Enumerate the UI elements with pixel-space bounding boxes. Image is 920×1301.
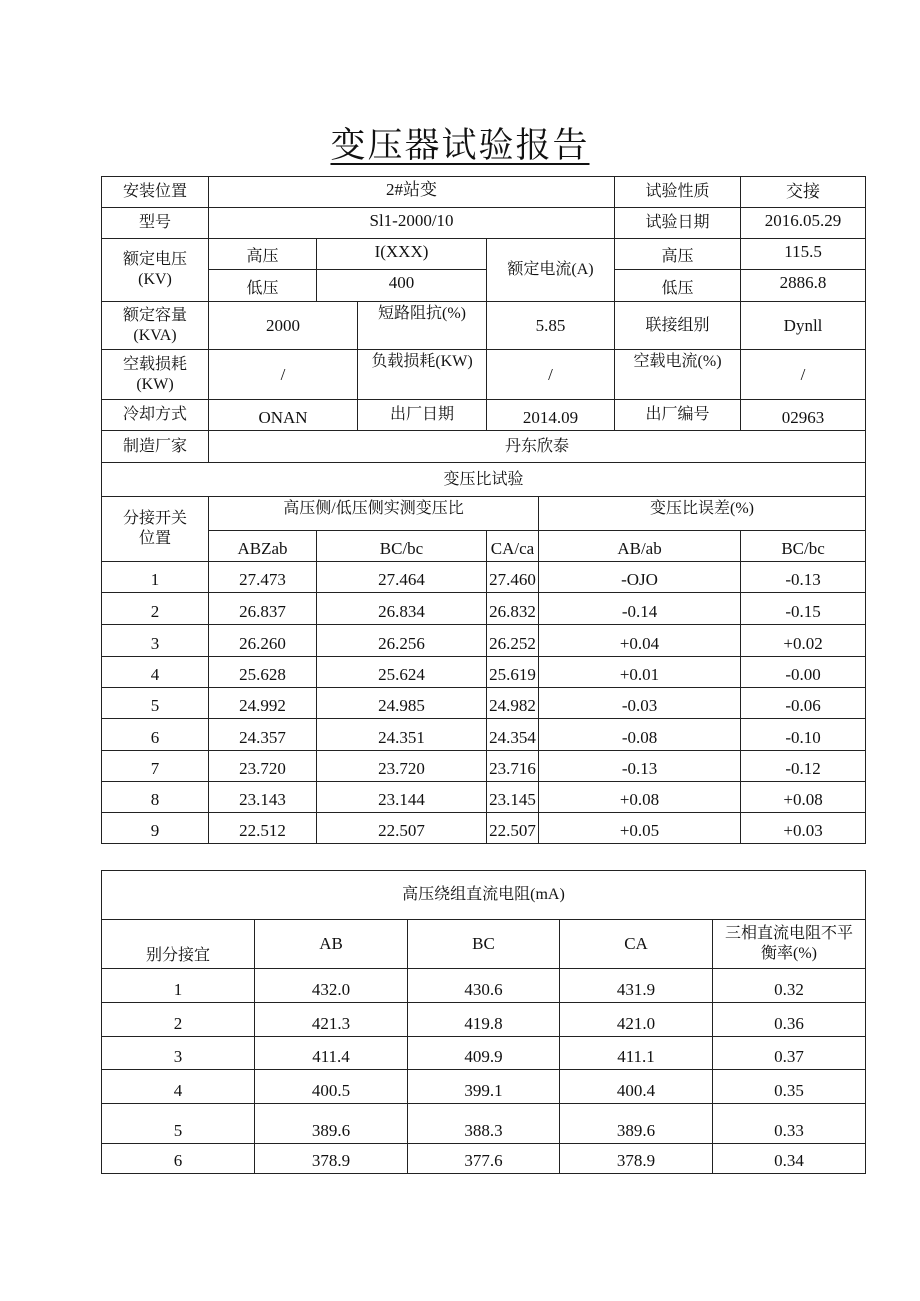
resistance-tap-label: 别分接宜 xyxy=(102,920,255,969)
ratio-row xyxy=(102,657,866,688)
resistance-value-cell: 378.9 xyxy=(255,1144,408,1174)
resistance-value-cell: 430.6 xyxy=(408,969,560,1003)
ratio-value-cell: -OJO xyxy=(539,562,741,593)
ratio-row xyxy=(102,625,866,657)
ratio-tap-cell: 1 xyxy=(102,562,209,593)
cooling-label: 冷却方式 xyxy=(102,400,209,431)
resistance-value-cell: 0.32 xyxy=(713,969,866,1003)
resistance-row xyxy=(102,969,866,1003)
hv-voltage-value: I(XXX) xyxy=(317,239,487,270)
ratio-col-header: BC/bc xyxy=(317,531,487,562)
resistance-table xyxy=(101,870,866,1174)
connection-group-value: Dynll xyxy=(741,302,866,350)
impedance-value: 5.85 xyxy=(487,302,615,350)
resistance-row xyxy=(102,1104,866,1144)
transformer-info-table xyxy=(101,176,866,844)
resistance-col-header: BC xyxy=(408,920,560,969)
ratio-row xyxy=(102,688,866,719)
resistance-col-header: AB xyxy=(255,920,408,969)
install-location-label: 安装位置 xyxy=(102,177,209,208)
resistance-tap-cell: 4 xyxy=(102,1070,255,1104)
resistance-col-header: CA xyxy=(560,920,713,969)
resistance-value-cell: 377.6 xyxy=(408,1144,560,1174)
ratio-row xyxy=(102,751,866,782)
ratio-value-cell: 26.256 xyxy=(317,625,487,657)
resistance-row xyxy=(102,1003,866,1037)
test-nature-value: 交接 xyxy=(741,177,866,208)
ratio-row xyxy=(102,562,866,593)
resistance-value-cell: 409.9 xyxy=(408,1037,560,1070)
ratio-row xyxy=(102,782,866,813)
noload-current-value: / xyxy=(741,350,866,400)
ratio-col-header: CA/ca xyxy=(487,531,539,562)
load-loss-value: / xyxy=(487,350,615,400)
serial-number-value: 02963 xyxy=(741,400,866,431)
ratio-value-cell: 24.982 xyxy=(487,688,539,719)
ratio-value-cell: -0.00 xyxy=(741,657,866,688)
model-label: 型号 xyxy=(102,208,209,239)
resistance-section-title: 高压绕组直流电阻(mA) xyxy=(102,871,866,920)
ratio-value-cell: 26.260 xyxy=(209,625,317,657)
report-title: 变压器试验报告 xyxy=(330,126,590,165)
resistance-rows xyxy=(102,969,866,1174)
rated-capacity-label: 额定容量 (KVA) xyxy=(102,302,209,350)
resistance-value-cell: 0.36 xyxy=(713,1003,866,1037)
ratio-row xyxy=(102,719,866,751)
ratio-value-cell: +0.03 xyxy=(741,813,866,844)
resistance-value-cell: 400.4 xyxy=(560,1070,713,1104)
resistance-tap-cell: 1 xyxy=(102,969,255,1003)
install-location-value: 2#站变 xyxy=(209,177,615,208)
resistance-tap-cell: 2 xyxy=(102,1003,255,1037)
ratio-tap-cell: 5 xyxy=(102,688,209,719)
ratio-value-cell: -0.03 xyxy=(539,688,741,719)
tap-position-label: 分接开关 位置 xyxy=(102,497,209,562)
ratio-value-cell: +0.01 xyxy=(539,657,741,688)
model-value: Sl1-2000/10 xyxy=(209,208,615,239)
ratio-value-cell: -0.10 xyxy=(741,719,866,751)
resistance-value-cell: 378.9 xyxy=(560,1144,713,1174)
ratio-value-cell: +0.04 xyxy=(539,625,741,657)
ratio-error-header: 变压比误差(%) xyxy=(539,497,866,531)
ratio-value-cell: 23.720 xyxy=(209,751,317,782)
ratio-tap-cell: 4 xyxy=(102,657,209,688)
ratio-col-header: AB/ab xyxy=(539,531,741,562)
ratio-value-cell: 22.507 xyxy=(317,813,487,844)
load-loss-label: 负载损耗(KW) xyxy=(358,350,487,400)
hv-voltage-label: 高压 xyxy=(209,239,317,270)
rated-voltage-label: 额定电压 (KV) xyxy=(102,239,209,302)
resistance-row xyxy=(102,1037,866,1070)
ratio-tap-cell: 8 xyxy=(102,782,209,813)
ratio-value-cell: 25.628 xyxy=(209,657,317,688)
ratio-value-cell: -0.14 xyxy=(539,593,741,625)
ratio-value-cell: 23.144 xyxy=(317,782,487,813)
lv-voltage-label: 低压 xyxy=(209,270,317,302)
ratio-value-cell: 27.464 xyxy=(317,562,487,593)
rated-current-label: 额定电流(A) xyxy=(487,239,615,302)
lv-current-label: 低压 xyxy=(615,270,741,302)
ratio-value-cell: -0.15 xyxy=(741,593,866,625)
resistance-row xyxy=(102,1070,866,1104)
resistance-col-header: 三相直流电阻不平 衡率(%) xyxy=(713,920,866,969)
ratio-section-title: 变压比试验 xyxy=(102,463,866,497)
ratio-value-cell: +0.08 xyxy=(741,782,866,813)
ratio-col-header: BC/bc xyxy=(741,531,866,562)
noload-loss-label: 空载损耗 (KW) xyxy=(102,350,209,400)
ratio-tap-cell: 7 xyxy=(102,751,209,782)
ratio-value-cell: 23.720 xyxy=(317,751,487,782)
test-nature-label: 试验性质 xyxy=(615,177,741,208)
serial-number-label: 出厂编号 xyxy=(615,400,741,431)
impedance-label: 短路阻抗(%) xyxy=(358,302,487,350)
ratio-col-header: ABZab xyxy=(209,531,317,562)
ratio-value-cell: 25.624 xyxy=(317,657,487,688)
ratio-value-cell: 26.837 xyxy=(209,593,317,625)
resistance-value-cell: 388.3 xyxy=(408,1104,560,1144)
cooling-value: ONAN xyxy=(209,400,358,431)
ratio-value-cell: 23.143 xyxy=(209,782,317,813)
test-date-value: 2016.05.29 xyxy=(741,208,866,239)
resistance-tap-cell: 3 xyxy=(102,1037,255,1070)
ratio-value-cell: 22.507 xyxy=(487,813,539,844)
factory-date-label: 出厂日期 xyxy=(358,400,487,431)
resistance-value-cell: 389.6 xyxy=(255,1104,408,1144)
ratio-value-cell: -0.08 xyxy=(539,719,741,751)
ratio-value-cell: 24.357 xyxy=(209,719,317,751)
ratio-value-cell: 24.354 xyxy=(487,719,539,751)
lv-current-value: 2886.8 xyxy=(741,270,866,302)
resistance-value-cell: 399.1 xyxy=(408,1070,560,1104)
resistance-value-cell: 0.37 xyxy=(713,1037,866,1070)
ratio-value-cell: -0.06 xyxy=(741,688,866,719)
ratio-tap-cell: 6 xyxy=(102,719,209,751)
ratio-value-cell: 23.716 xyxy=(487,751,539,782)
resistance-value-cell: 421.0 xyxy=(560,1003,713,1037)
resistance-value-cell: 389.6 xyxy=(560,1104,713,1144)
test-date-label: 试验日期 xyxy=(615,208,741,239)
resistance-tap-cell: 6 xyxy=(102,1144,255,1174)
ratio-tap-cell: 9 xyxy=(102,813,209,844)
ratio-value-cell: 27.473 xyxy=(209,562,317,593)
factory-date-value: 2014.09 xyxy=(487,400,615,431)
hv-current-value: 115.5 xyxy=(741,239,866,270)
noload-loss-value: / xyxy=(209,350,358,400)
resistance-tap-cell: 5 xyxy=(102,1104,255,1144)
resistance-value-cell: 0.34 xyxy=(713,1144,866,1174)
ratio-value-cell: -0.13 xyxy=(741,562,866,593)
ratio-value-cell: 23.145 xyxy=(487,782,539,813)
resistance-value-cell: 419.8 xyxy=(408,1003,560,1037)
rated-capacity-value: 2000 xyxy=(209,302,358,350)
ratio-value-cell: 22.512 xyxy=(209,813,317,844)
manufacturer-label: 制造厂家 xyxy=(102,431,209,463)
ratio-value-cell: 26.252 xyxy=(487,625,539,657)
resistance-value-cell: 431.9 xyxy=(560,969,713,1003)
ratio-tap-cell: 2 xyxy=(102,593,209,625)
ratio-value-cell: 24.351 xyxy=(317,719,487,751)
ratio-value-cell: 25.619 xyxy=(487,657,539,688)
ratio-value-cell: +0.02 xyxy=(741,625,866,657)
ratio-tap-cell: 3 xyxy=(102,625,209,657)
resistance-row xyxy=(102,1144,866,1174)
hv-current-label: 高压 xyxy=(615,239,741,270)
ratio-value-cell: +0.08 xyxy=(539,782,741,813)
ratio-row xyxy=(102,593,866,625)
resistance-value-cell: 421.3 xyxy=(255,1003,408,1037)
ratio-value-cell: 26.832 xyxy=(487,593,539,625)
resistance-value-cell: 411.1 xyxy=(560,1037,713,1070)
ratio-row xyxy=(102,813,866,844)
ratio-value-cell: 27.460 xyxy=(487,562,539,593)
noload-current-label: 空载电流(%) xyxy=(615,350,741,400)
ratio-value-cell: 26.834 xyxy=(317,593,487,625)
ratio-value-cell: 24.985 xyxy=(317,688,487,719)
resistance-value-cell: 400.5 xyxy=(255,1070,408,1104)
resistance-value-cell: 0.35 xyxy=(713,1070,866,1104)
lv-voltage-value: 400 xyxy=(317,270,487,302)
manufacturer-value: 丹东欣泰 xyxy=(209,431,866,463)
resistance-value-cell: 411.4 xyxy=(255,1037,408,1070)
ratio-value-cell: -0.12 xyxy=(741,751,866,782)
ratio-value-cell: -0.13 xyxy=(539,751,741,782)
ratio-value-cell: +0.05 xyxy=(539,813,741,844)
ratio-value-cell: 24.992 xyxy=(209,688,317,719)
measured-ratio-header: 高压侧/低压侧实测变压比 xyxy=(209,497,539,531)
resistance-value-cell: 432.0 xyxy=(255,969,408,1003)
connection-group-label: 联接组别 xyxy=(615,302,741,350)
resistance-value-cell: 0.33 xyxy=(713,1104,866,1144)
